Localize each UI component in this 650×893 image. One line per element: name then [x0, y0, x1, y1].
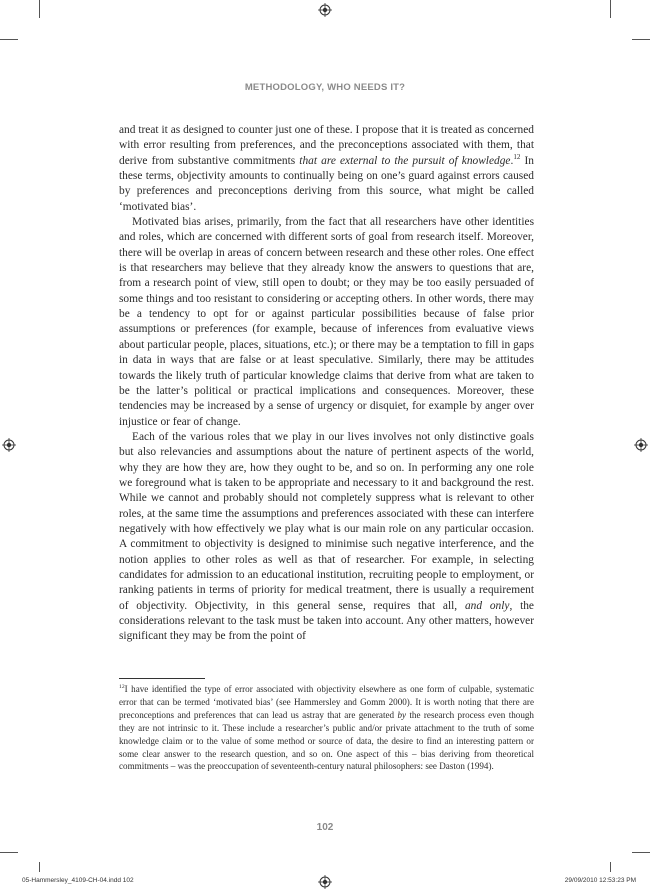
footnote-rule [119, 678, 205, 679]
crop-mark-bottom-right-v [610, 862, 611, 872]
registration-mark-icon [318, 3, 332, 17]
body-text [119, 123, 534, 645]
page-number: 102 [316, 822, 334, 833]
crop-mark-top-right-v [610, 0, 611, 18]
slug-date-info: 29/09/2010 12:53:23 PM [564, 877, 636, 884]
registration-mark-icon [2, 438, 16, 452]
emphasis: by [397, 709, 407, 720]
registration-mark-icon [634, 438, 648, 452]
paragraph-1: and treat it as designed to counter just one of these. I propose that it is treated as concerned with error resulting from preferences, and the preconceptions associated with them, that derive from substantive commitments that are external to the pursuit of knowledge.$^{12}$ In these terms, objectivity amounts to continually being on one’s guard against errors caused by preferences and preconceptions deriving from this source, what might be called ‘motivated bias’. [119, 124, 534, 213]
footnote-reference[interactable]: 12 [513, 152, 521, 161]
registration-mark-icon [318, 875, 332, 889]
crop-mark-bottom-left-h [0, 852, 18, 853]
slug-file-info: 05-Hammersley_4109-CH-04.indd 102 [22, 877, 134, 884]
footnote: $^{12}$I have identified the type of error associated with objectivity elsewhere as one form of culpable, systematic error that can be termed ‘motivated bias’ (see Hammersley and Gomm 2000). It is worth noting that there are preconceptions and preferences that can lead us astray that are generated by the research process even though they are not intrinsic to it. These include a researcher’s public and/or private attachment to the truth of some knowledge claim or to the value of some method or source of data, the desire to find an interesting pattern or some clear answer to the research question, and so on. One aspect of this – bias deriving from theoretical commitments – was the preoccupation of seventeenth-century natural philosophers: see Daston (1994). [119, 683, 534, 772]
crop-mark-bottom-right-h [632, 852, 650, 853]
running-head: METHODOLOGY, WHO NEEDS IT? [244, 82, 406, 93]
emphasis: that are external to the pursuit of knowledge [299, 154, 511, 167]
paragraph-3: Each of the various roles that we play in our lives involves not only distinctive goals but also relevancies and assumptions about the nature of pertinent aspects of the world, why they are how they are, how they ought to be, and so on. In performing any one role we foreground what is taken to be appropriate and necessary to it and background the rest. While we cannot and probably should not completely suppress what is relevant to other roles, at the same time the assumptions and preferences associated with these can interfere negatively with how effectively we play what is our main role on any particular occasion. A commitment to objectivity is designed to minimise such negative interference, and the notion applies to other roles as well as that of researcher. For example, in selecting candidates for admission to an educational institution, recruiting people to employment, or ranking patients in terms of priority for medical treatment, there is usually a requirement of objectivity. Objectivity, in this general sense, requires that all, and only, the considerations relevant to the task must be taken into account. Any other matters, however significant they may be from the point of [119, 430, 534, 643]
crop-mark-top-left-v [39, 0, 40, 18]
crop-mark-bottom-left-v [39, 862, 40, 872]
crop-mark-top-left-h [0, 39, 18, 40]
paragraph-2: Motivated bias arises, primarily, from the fact that all researchers have other identities and roles, which are concerned with different sorts of goal from research itself. Moreover, there will be overlap in areas of concern between research and these other roles. One effect is that researchers may believe that they already know the answers to questions that are, from a research point of view, still open to doubt; or they may be too easily persuaded of some things and too resistant to considering or accepting others. In other words, there may be a tendency to opt for or against particular possibilities because of false prior assumptions or preferences (for example, because of inferences from evaluative views about particular people, places, situations, etc.); or there may be a temptation to fill in gaps in data in ways that are false or at least speculative. Similarly, there may be attitudes towards the likely truth of particular knowledge claims that derive from what are taken to be the latter’s political or practical implications and consequences. Moreover, these tendencies may be increased by a sense of urgency or disquiet, for example by anger over injustice or fear of change. [119, 216, 534, 428]
emphasis: and only [464, 599, 510, 612]
footnote-number: 12 [119, 683, 125, 690]
crop-mark-top-right-h [632, 39, 650, 40]
